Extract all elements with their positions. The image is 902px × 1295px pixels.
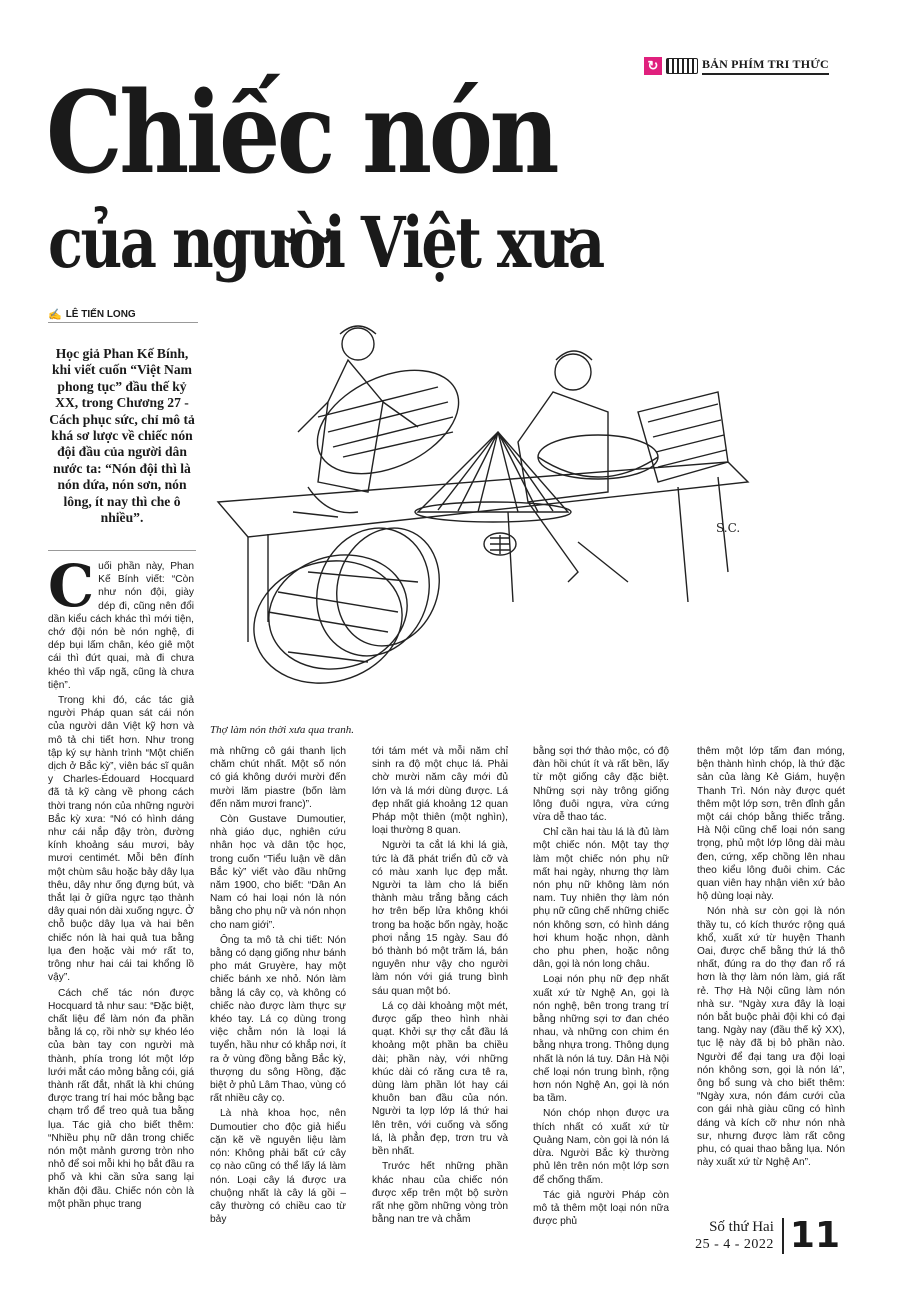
pink-badge-icon: ↻ — [644, 57, 662, 75]
body-column-3 — [372, 745, 508, 1228]
issue-info — [695, 1219, 774, 1253]
section-label: BẢN PHÍM TRI THỨC — [702, 57, 829, 75]
seal-stamp — [484, 533, 516, 555]
section-header — [644, 56, 844, 76]
issue-label: Số thứ Hai — [709, 1219, 774, 1235]
paragraph: Trong khi đó, các tác giả người Pháp quan sát cái nón của người dân Việt kỹ hơn và mô tả chi tiết hơn. Như trong tập ký sự hành trình “Một chiến dịch ở Bắc kỳ”, viên bác sĩ quân y Charles-Édouard Hocquard đã tả kỹ càng về phong cách thời trang nón của những người Bắc kỳ xưa: “Nó có hình dáng như cái nắp đậy tròn, đường kính khoảng sáu mươi, bảy mươi centimét. Mỗi bên đính một chùm sâu hoặc bảy dây lụa thêu, dây như ống đựng bút, và thắt lại ở giữa ngực tạo thành dây quai nón dài xuống ngực. Ở chỗ buộc dây lụa và hai bên chiếc nón là hai quả tua bằng lụa đen hoặc vài mớ rất to, trông như hai cái tai khổng lồ vậy”. — [48, 695, 194, 984]
paragraph: Ông ta mô tả chi tiết: Nón bằng có dạng giống như bánh pho mát Gruyère, hay một chiếc bánh xe nhỏ. Nón làm bằng lá cây cọ, và không có chiếc nào được làm thực sự khéo tay. Lá cọ dùng trong việc chằm nón là loại lá tuyển, hầu như có khắp nơi, ít ra ở vùng đồng bằng Bắc kỳ, thượng du sông Hồng, đặc biệt ở phủ Lâm Thao, vùng có rất nhiều cây cọ. — [210, 934, 346, 1105]
paragraph: Chỉ cần hai tàu lá là đủ làm một chiếc nón. Một tay thợ làm một chiếc nón phụ nữ mất hai ngày, nhưng thợ làm nón phụ nữ không làm nón nam. Tuy nhiên thợ làm nón phụ nữ cũng chế những chiếc nón không sơn, có hình dáng hơi khum hoặc nhọn, dành cho phu phen, hoặc nông dân, gọi là nón long châu. — [533, 827, 669, 971]
paragraph: Loại nón phụ nữ đẹp nhất xuất xứ từ Nghệ An, gọi là nón nghệ, bên trong trang trí bằng những sợi tơ đan chéo nhau, và những con chim én bằng nhựa trong. Thông dụng nhất là nón lá tuy. Dân Hà Nội chế loại nón trung bình, rộng hơn nón Nghệ An, gọi là nón ba tầm. — [533, 974, 669, 1105]
drop-cap: C — [48, 552, 95, 620]
body-column-4 — [533, 745, 669, 1230]
body-column-5 — [697, 745, 845, 1172]
byline — [48, 308, 136, 321]
paragraph: Còn Gustave Dumoutier, nhà giáo dục, nghiên cứu nhân học và dân tộc học, trong cuốn “Tiểu luận về dân Bắc kỳ” viết vào đầu những năm 1900, cho biết: “Dân An Nam có hai loại nón là nón bằng cho phụ nữ và nón nhọn cho nam giới”. — [210, 814, 346, 931]
author-name: LÊ TIẾN LONG — [65, 309, 136, 320]
paragraph: Là nhà khoa học, nên Dumoutier cho độc giả hiểu cặn kẽ về nguyên liệu làm nón: Không phải bất cứ cây cọ nào cũng có thể lấy lá làm nón. Loại cây lá được ưa chuộng nhất là cây lá gồi – cây thường có chiều cao từ bảy — [210, 1108, 346, 1226]
byline-divider — [48, 322, 198, 323]
paragraph: Người ta cắt lá khi lá già, tức là đã phát triển đủ cỡ và có màu xanh lục đẹp mắt. Người ta làm cho lá biến thành màu trắng bằng cách hơ trên bếp lửa không khói trong ba hoặc bốn ngày, hoặc phơi nắng 15 ngày. Sau đó bó thành bó một trăm lá, bán nguyên như vậy cho người làm nón với giá trung bình sáu quan một bó. — [372, 840, 508, 997]
paragraph: Nón nhà sư còn gọi là nón thầy tu, có kích thước rộng quá khổ, xuất xứ từ huyện Thanh Oai, được chế bằng thứ lá thô nhất, đúng ra do thợ đan rổ rá hơn là thợ làm nón làm, giá rất rẻ. Thợ Hà Nội cũng làm nón nhà sư. “Ngày xưa đây là loại nón bắt buộc phải đội khi có đại tang. Ngày nay (đầu thế kỷ XX), tục lệ này đã bị bỏ phần nào. Người để đại tang ưa đội loại nón không sơn, gọi là nón lá”, ông bổ sung và cho biết thêm: “Ngày xưa, nón đám cưới của con gái nhà giàu cũng có hình dáng và kích cỡ như nón nhà sư, nhưng được làm rất công phu, có quai thao bằng lụa. Nón này xuất xứ từ Nghệ An”. — [697, 906, 845, 1169]
paragraph: mà những cô gái thanh lịch chăm chút nhất. Một số nón có giá không dưới mười đến mười lăm piastre (bốn làm đến năm mươi franc)”. — [210, 746, 346, 810]
headline-line-2: của người Việt xưa — [48, 201, 603, 284]
issue-date: 25 - 4 - 2022 — [695, 1237, 774, 1252]
stacked-hat-frames — [240, 512, 455, 699]
paragraph: Cách chế tác nón được Hocquard tả như sau: “Đặc biệt, chất liệu để làm nón đa phần bằng lá cọ, rồi nhờ sự khéo léo của bàn tay con người mà thành, phía trong lót một lớp lưới mắt cáo mỏng bằng cói, giá thành rất đắt, nhất là khi chúng được trang trí hai móc bằng bạc chạm trổ để treo quả tua bằng lụa. Tác giả cho biết thêm: “Nhiều phụ nữ dân trong chiếc nón một mảnh gương tròn nho nhỏ để soi mỗi khi họ bắt đầu ra phố và khi cần sửa sang lại khăn đội đầu. Chiếc nón còn là một phần phục trang — [48, 987, 195, 1210]
lead-paragraph: Học giả Phan Kế Bính, khi viết cuốn “Việt Nam phong tục” đầu thế kỷ XX, trong Chương 27 - Cách phục sức, chỉ mô tả khá sơ lược về chiếc nón đội đầu của người dân nước ta: “Nón đội thì là nón dứa, nón sơn, nón lông, ít nay thì che ô nhiều”. — [49, 346, 195, 526]
lead-divider — [48, 550, 196, 551]
page-number: 11 — [782, 1218, 840, 1254]
paragraph: Tác giả người Pháp còn mô tả thêm một loại nón nữa được phủ — [533, 1189, 669, 1228]
paragraph: thêm một lớp tấm đan móng, bện thành hình chóp, là thứ đặc sản của làng Kẻ Giám, huyện Thanh Trì. Nón này được quét thêm một lớp sơn, trên đỉnh gắn một cái chóp bằng thiếc trắng. Hà Nội cũng chế loại nón sang trọng, phủ một lớp lông dài màu đen, cứng, xếp chồng lên nhau theo kiểu lông đuôi chim. Các quan viên hay nhận viên xứ bảo hộ dùng loại này. — [697, 746, 845, 903]
body-column-2 — [210, 745, 346, 1228]
paragraph: Nón chóp nhọn được ưa thích nhất có xuất xứ từ Quảng Nam, còn gọi là nón lá dừa. Người Bắc kỳ thường phủ lên trên nón một lớp sơn để chống thấm. — [533, 1108, 669, 1186]
image-caption: Thợ làm nón thời xưa qua tranh. — [210, 724, 354, 736]
workbench — [218, 462, 748, 642]
artist-signature: S.C. — [716, 521, 741, 535]
woman-figure-right — [518, 351, 628, 582]
pen-icon: ✍ — [48, 309, 62, 321]
woven-hat-held — [301, 350, 475, 495]
headline-line-1: Chiếc nón — [46, 68, 557, 199]
paragraph: Cuối phần này, Phan Kế Bính viết: “Còn như nón đội, giày dép đi, cũng nên đổi dần kiểu cách khác thì mới tiện, chớ đội nón bè nón nghệ, đi dép bụi lấm chân, kéo giê một cái thì đứt quai, mà đi chưa khéo thì vấp ngã, cũng là chưa tiện”. — [48, 552, 194, 691]
body-column-1 — [48, 552, 195, 1210]
paragraph: Trước hết những phần khác nhau của chiếc nón được xếp trên một bộ sườn rất nhẹ gồm những vòng tròn bằng nan tre và chằm — [372, 1161, 508, 1226]
paragraph: tới tám mét và mỗi năm chỉ sinh ra độ một chục lá. Phải chờ mười năm cây mới đủ lớn và lá mới dùng được. Lá đẹp nhất giá khoảng 12 quan Pháp một thiên (một nghìn), loại thường 8 quan. — [372, 746, 508, 837]
page-footer — [695, 1215, 840, 1256]
hat-makers-illustration — [208, 312, 902, 722]
keyboard-icon — [666, 58, 698, 74]
paragraph: Lá cọ dài khoảng một mét, được gấp theo hình nhài quạt. Khởi sự thợ cắt đầu lá khoảng một phần ba chiều dài; phần này, với những khúc dài có răng cưa tê ra, dùng làm phần lót hay cái khuôn ban đầu của nón. Người ta lợp lớp lá thứ hai lên trên, với cuống và sống lá, là phẳn đẹp, trơn tru và bền nhất. — [372, 1000, 508, 1158]
paragraph: bằng sợi thớ thảo mộc, có độ đàn hồi chút ít và rất bền, lấy từ một giống cây đặc biệt. Những sợi này trông giống lông đuôi ngựa, vừa cứng vừa dễ thao tác. — [533, 746, 669, 824]
